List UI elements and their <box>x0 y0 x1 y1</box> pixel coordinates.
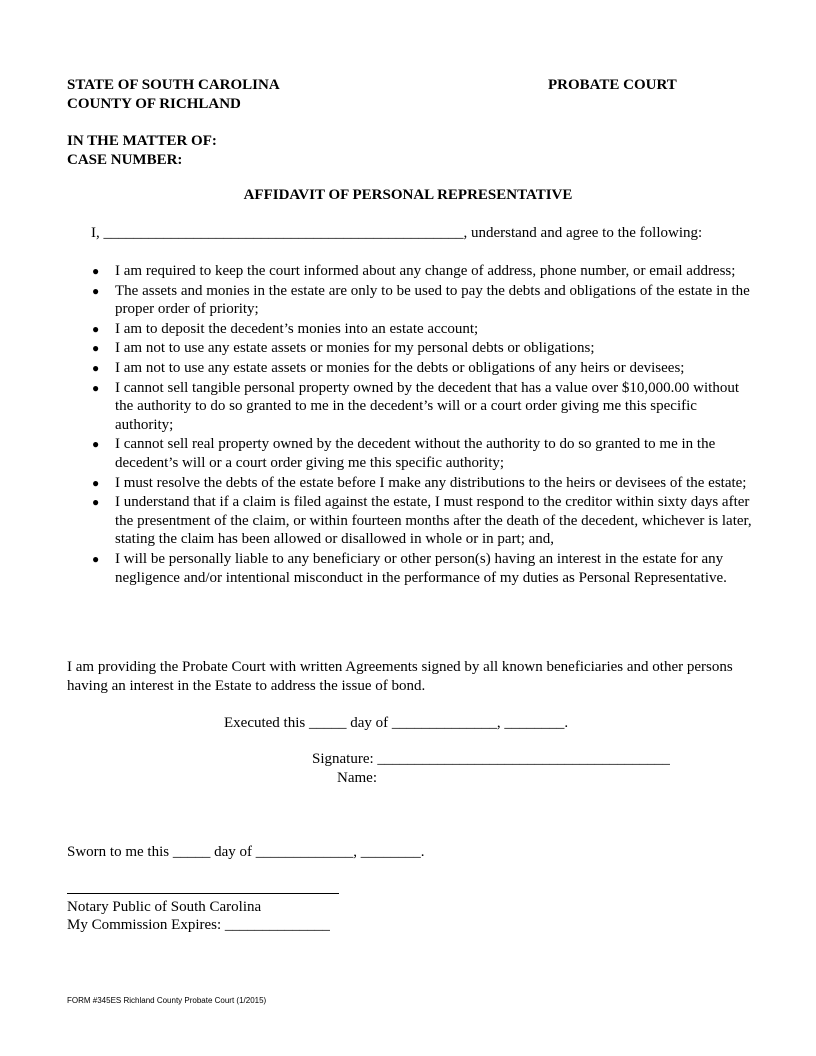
list-item: ● I cannot sell tangible personal property owned by the decedent that has a value over $10,000.00 without the authority to do so granted to me in the decedent’s will or a court order giving me this specific authority; <box>92 379 739 433</box>
bullet-icon: ● <box>92 321 100 336</box>
sworn-line: Sworn to me this _____ day of _____________, ________. <box>67 844 425 860</box>
matter-label: IN THE MATTER OF: <box>67 133 217 149</box>
list-item: ● I am to deposit the decedent’s monies into an estate account; <box>92 320 479 337</box>
list-item: ● I will be personally liable to any beneficiary or other person(s) having an interest in the estate for any negligence and/or intentional misconduct in the performance of my duties as Personal Representative. <box>92 550 727 586</box>
executed-line: Executed this _____ day of ______________, ________. <box>224 715 569 731</box>
agreement-list <box>67 262 757 588</box>
court-heading: PROBATE COURT <box>548 77 677 93</box>
bullet-icon: ● <box>92 437 100 452</box>
county-heading: COUNTY OF RICHLAND <box>67 96 241 112</box>
bullet-icon: ● <box>92 283 100 298</box>
bullet-icon: ● <box>92 495 100 510</box>
form-footer: FORM #345ES Richland County Probate Court (1/2015) <box>67 996 267 1005</box>
case-number-label: CASE NUMBER: <box>67 152 183 168</box>
list-item: ● I am not to use any estate assets or monies for the debts or obligations of any heirs or devisees; <box>92 359 685 376</box>
signature-line: Signature: _______________________________________ <box>312 751 670 767</box>
bullet-icon: ● <box>92 360 100 375</box>
intro-statement: I, ________________________________________________, understand and agree to the following: <box>91 225 703 241</box>
list-item: ● I cannot sell real property owned by the decedent without the authority to do so granted to me in the decedent’s will or a court order giving me this specific authority; <box>92 436 716 471</box>
list-item: ● I am not to use any estate assets or monies for my personal debts or obligations; <box>92 340 595 357</box>
list-item: ● I understand that if a claim is filed against the estate, I must respond to the creditor within sixty days after the presentment of the claim, or within fourteen months after the death of the decedent, whichever is later, stating the claim has been allowed or disallowed in whole or in part; and, <box>92 494 752 548</box>
bond-paragraph: I am providing the Probate Court with written Agreements signed by all known beneficiaries and other persons having an interest in the Estate to address the issue of bond. <box>67 659 733 694</box>
document-title: AFFIDAVIT OF PERSONAL REPRESENTATIVE <box>243 187 573 203</box>
bullet-icon: ● <box>92 264 100 278</box>
notary-signature-rule <box>67 893 339 894</box>
bullet-icon: ● <box>92 341 100 356</box>
notary-label: Notary Public of South Carolina <box>67 899 262 915</box>
bullet-icon: ● <box>92 551 100 566</box>
list-item: ● The assets and monies in the estate are only to be used to pay the debts and obligations of the estate in the proper order of priority; <box>92 282 750 318</box>
list-item: ● I am required to keep the court informed about any change of address, phone number, or email address; <box>92 263 736 279</box>
bullet-icon: ● <box>92 475 100 490</box>
state-heading: STATE OF SOUTH CAROLINA <box>67 77 280 93</box>
bullet-icon: ● <box>92 380 100 395</box>
commission-line: My Commission Expires: ______________ <box>67 917 330 933</box>
list-item: ● I must resolve the debts of the estate before I make any distributions to the heirs or devisees of the estate; <box>92 474 747 491</box>
name-label: Name: <box>337 770 377 786</box>
